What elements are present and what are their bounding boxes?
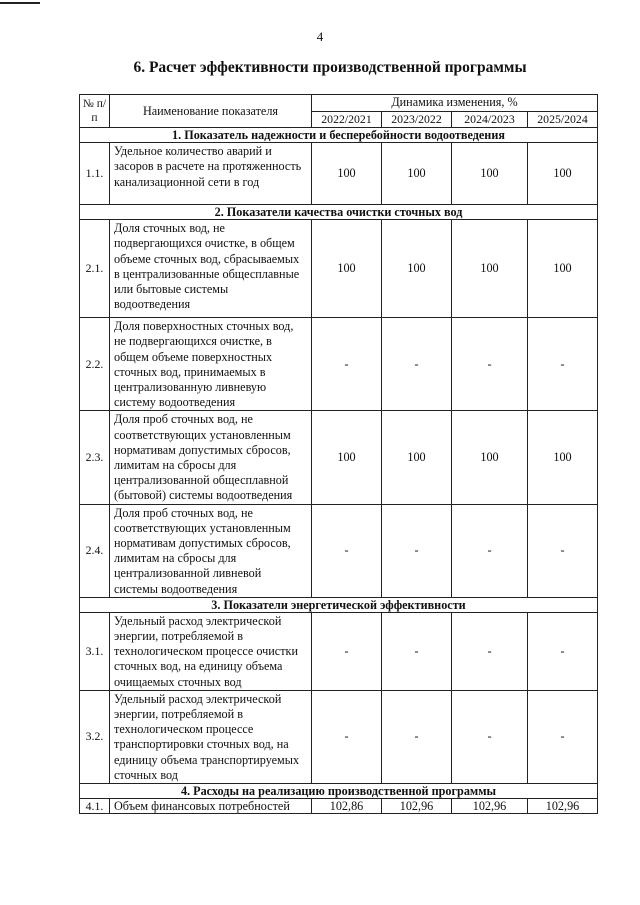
row-value: 100 bbox=[382, 220, 452, 318]
row-value: 102,86 bbox=[312, 799, 382, 814]
row-number: 2.2. bbox=[80, 318, 110, 411]
row-value: 100 bbox=[452, 143, 528, 205]
row-name: Удельный расход электрической энергии, потребляемой в технологическом процессе транспортировки сточных вод, на единицу объема транспортируемых сточных вод bbox=[110, 690, 312, 783]
row-value: - bbox=[528, 690, 598, 783]
section-heading: 4. Расходы на реализацию производственной программы bbox=[80, 784, 598, 799]
header-name: Наименование показателя bbox=[110, 95, 312, 128]
row-value: - bbox=[382, 318, 452, 411]
row-number: 2.4. bbox=[80, 504, 110, 597]
row-value: - bbox=[312, 318, 382, 411]
row-value: 102,96 bbox=[528, 799, 598, 814]
row-value: - bbox=[452, 612, 528, 690]
table-row bbox=[80, 143, 598, 205]
section-heading: 1. Показатель надежности и бесперебойности водоотведения bbox=[80, 128, 598, 143]
efficiency-table bbox=[79, 94, 598, 814]
row-name: Доля проб сточных вод, не соответствующих установленным нормативам допустимых сбросов, лимитам на сбросы для централизованной ливневой системы водоотведения bbox=[110, 504, 312, 597]
row-name: Удельное количество аварий и засоров в расчете на протяженность канализационной сети в год bbox=[110, 143, 312, 205]
row-value: 100 bbox=[528, 143, 598, 205]
header-year: 2023/2022 bbox=[382, 112, 452, 128]
row-name: Доля поверхностных сточных вод, не подвергающихся очистке, в общем объеме поверхностных сточных вод, принимаемых в централизованную ливневую систему водоотведения bbox=[110, 318, 312, 411]
row-value: - bbox=[312, 612, 382, 690]
row-value: - bbox=[452, 504, 528, 597]
row-value: 100 bbox=[528, 411, 598, 504]
row-value: - bbox=[452, 318, 528, 411]
row-name: Доля проб сточных вод, не соответствующих установленным нормативам допустимых сбросов, лимитам на сбросы для централизованной общесплавной (бытовой) системы водоотведения bbox=[110, 411, 312, 504]
row-value: - bbox=[312, 690, 382, 783]
table-row bbox=[80, 504, 598, 597]
row-number: 2.3. bbox=[80, 411, 110, 504]
row-value: - bbox=[382, 612, 452, 690]
header-dynamics: Динамика изменения, % bbox=[312, 95, 598, 112]
table-row bbox=[80, 612, 598, 690]
table-row bbox=[80, 690, 598, 783]
row-value: - bbox=[452, 690, 528, 783]
row-value: - bbox=[382, 690, 452, 783]
section-title: 6. Расчет эффективности производственной программы bbox=[133, 59, 527, 76]
row-value: - bbox=[382, 504, 452, 597]
row-value: 100 bbox=[382, 411, 452, 504]
row-number: 2.1. bbox=[80, 220, 110, 318]
row-value: 100 bbox=[312, 143, 382, 205]
header-num: № п/п bbox=[80, 95, 110, 128]
table-row bbox=[80, 411, 598, 504]
row-number: 4.1. bbox=[80, 799, 110, 814]
row-value: 100 bbox=[528, 220, 598, 318]
row-number: 3.1. bbox=[80, 612, 110, 690]
header-year: 2024/2023 bbox=[452, 112, 528, 128]
table-row bbox=[80, 799, 598, 814]
page-number: 4 bbox=[316, 29, 324, 44]
section-heading: 2. Показатели качества очистки сточных вод bbox=[80, 205, 598, 220]
table-row bbox=[80, 318, 598, 411]
row-value: 100 bbox=[452, 220, 528, 318]
row-value: - bbox=[312, 504, 382, 597]
row-value: - bbox=[528, 612, 598, 690]
row-value: - bbox=[528, 318, 598, 411]
row-value: 100 bbox=[312, 411, 382, 504]
row-name: Доля сточных вод, не подвергающихся очистке, в общем объеме сточных вод, сбрасываемых в централизованные общесплавные или бытовые системы водоотведения bbox=[110, 220, 312, 318]
row-number: 3.2. bbox=[80, 690, 110, 783]
scan-corner-mark bbox=[0, 2, 40, 4]
row-value: 100 bbox=[452, 411, 528, 504]
header-year: 2022/2021 bbox=[312, 112, 382, 128]
row-value: 100 bbox=[312, 220, 382, 318]
row-value: 100 bbox=[382, 143, 452, 205]
row-number: 1.1. bbox=[80, 143, 110, 205]
header-year: 2025/2024 bbox=[528, 112, 598, 128]
row-value: - bbox=[528, 504, 598, 597]
section-heading: 3. Показатели энергетической эффективности bbox=[80, 597, 598, 612]
row-value: 102,96 bbox=[452, 799, 528, 814]
table-row bbox=[80, 220, 598, 318]
row-name: Удельный расход электрической энергии, потребляемой в технологическом процессе очистки сточных вод, на единицу объема очищаемых сточных вод bbox=[110, 612, 312, 690]
row-name: Объем финансовых потребностей bbox=[110, 799, 312, 814]
row-value: 102,96 bbox=[382, 799, 452, 814]
